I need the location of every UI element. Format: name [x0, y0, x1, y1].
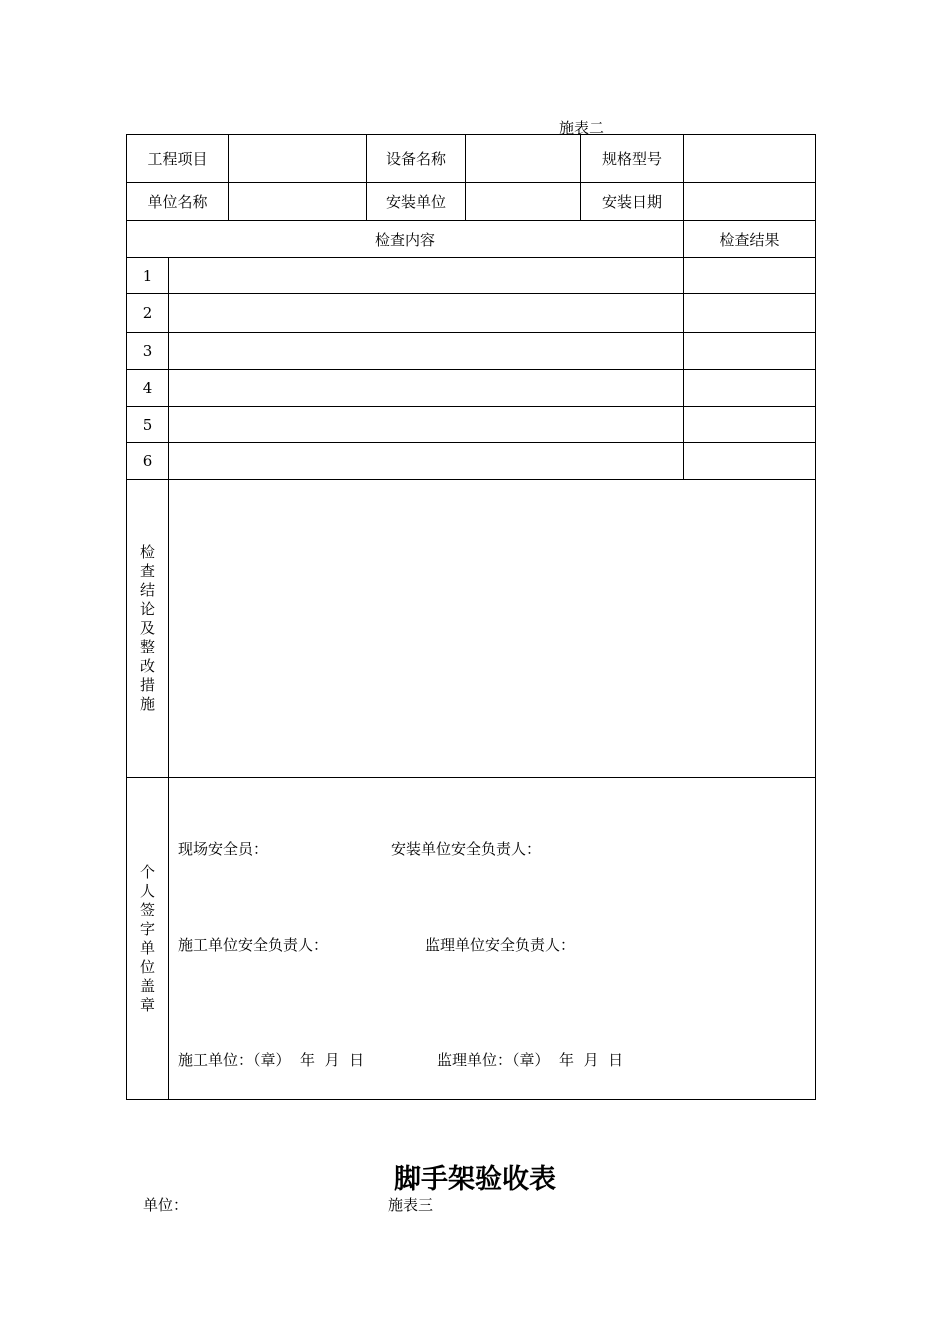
signature-area[interactable] — [169, 778, 816, 1100]
site-safety-officer-label: 现场安全员： — [178, 840, 269, 858]
label-model-spec: 规格型号 — [581, 135, 684, 183]
check-result-cell[interactable] — [684, 370, 816, 407]
value-project[interactable] — [229, 135, 367, 183]
conclusion-row — [127, 480, 816, 778]
header-row-1 — [127, 135, 816, 183]
label-equipment-name: 设备名称 — [367, 135, 466, 183]
check-result-cell[interactable] — [684, 258, 816, 294]
next-form-title: 脚手架验收表 — [394, 1164, 556, 1195]
row-number: 3 — [127, 333, 169, 370]
check-result-cell[interactable] — [684, 294, 816, 333]
check-row — [127, 333, 816, 370]
row-number: 6 — [127, 443, 169, 480]
next-form-code: 施表三 — [388, 1196, 434, 1214]
construction-unit-seal-date: 施工单位：（章） 年 月 日 — [178, 1051, 365, 1069]
supervision-unit-seal-date: 监理单位：（章） 年 月 日 — [437, 1051, 624, 1069]
value-install-unit[interactable] — [466, 183, 581, 221]
value-model-spec[interactable] — [684, 135, 816, 183]
check-content-cell[interactable] — [169, 407, 684, 443]
check-content-cell[interactable] — [169, 370, 684, 407]
check-content-header: 检查内容 — [127, 221, 684, 258]
check-row — [127, 407, 816, 443]
construction-unit-safety-head-label: 施工单位安全负责人： — [178, 936, 329, 954]
check-row — [127, 258, 816, 294]
check-content-cell[interactable] — [169, 294, 684, 333]
signature-label: 个 人 签 字 单 位 盖 章 — [127, 778, 169, 1100]
form-code: 施表二 — [559, 119, 605, 137]
check-result-header: 检查结果 — [684, 221, 816, 258]
check-row — [127, 443, 816, 480]
check-content-cell[interactable] — [169, 443, 684, 480]
row-number: 2 — [127, 294, 169, 333]
label-install-unit: 安装单位 — [367, 183, 466, 221]
check-header-row — [127, 221, 816, 258]
row-number: 1 — [127, 258, 169, 294]
check-row — [127, 294, 816, 333]
row-number: 4 — [127, 370, 169, 407]
value-install-date[interactable] — [684, 183, 816, 221]
next-form-unit-label: 单位： — [143, 1196, 189, 1214]
conclusion-content[interactable] — [169, 480, 816, 778]
supervision-unit-safety-head-label: 监理单位安全负责人： — [425, 936, 576, 954]
check-result-cell[interactable] — [684, 407, 816, 443]
header-row-2 — [127, 183, 816, 221]
label-unit-name: 单位名称 — [127, 183, 229, 221]
label-project: 工程项目 — [127, 135, 229, 183]
check-content-cell[interactable] — [169, 333, 684, 370]
inspection-table — [126, 134, 816, 1100]
check-result-cell[interactable] — [684, 333, 816, 370]
value-unit-name[interactable] — [229, 183, 367, 221]
value-equipment-name[interactable] — [466, 135, 581, 183]
check-result-cell[interactable] — [684, 443, 816, 480]
row-number: 5 — [127, 407, 169, 443]
check-row — [127, 370, 816, 407]
label-install-date: 安装日期 — [581, 183, 684, 221]
conclusion-label: 检 查 结 论 及 整 改 措 施 — [127, 480, 169, 778]
signature-row — [127, 778, 816, 1100]
install-unit-safety-head-label: 安装单位安全负责人： — [391, 840, 542, 858]
check-content-cell[interactable] — [169, 258, 684, 294]
